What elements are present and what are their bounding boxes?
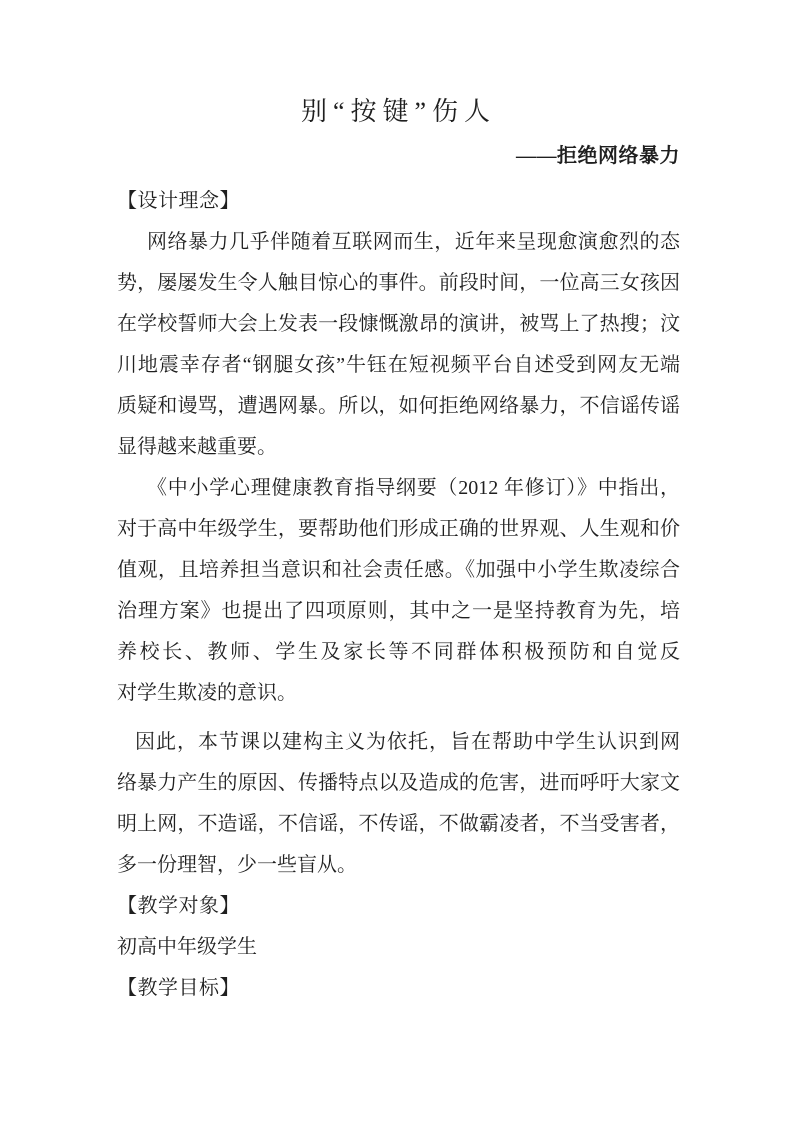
paragraph-line: 因此，本节课以建构主义为依托，旨在帮助中学生认识到网	[135, 731, 680, 753]
paragraph-line: 川地震幸存者“钢腿女孩”牛钰在短视频平台自述受到网友无端	[117, 354, 680, 376]
paragraph-line: 网络暴力几乎伴随着互联网而生，近年来呈现愈演愈烈的态	[147, 231, 680, 253]
paragraph-line: 养校长、教师、学生及家长等不同群体积极预防和自觉反	[117, 641, 680, 663]
paragraph-line: 多一份理智，少一些盲从。	[117, 854, 357, 876]
paragraph-1	[117, 222, 680, 468]
paragraph-line: 质疑和谩骂，遭遇网暴。所以，如何拒绝网络暴力，不信谣传谣	[117, 395, 680, 417]
paragraph-line: 显得越来越重要。	[117, 436, 277, 458]
section-heading-teaching-goals: 【教学目标】	[117, 977, 240, 999]
section-heading-design-concept: 【设计理念】	[117, 190, 240, 212]
paragraph-line: 明上网，不造谣，不信谣，不传谣，不做霸凌者，不当受害者，	[117, 813, 680, 835]
paragraph-line: 《中小学心理健康教育指导纲要（2012 年修订）》中指出，	[147, 477, 680, 499]
paragraph-2	[117, 468, 680, 714]
paragraph-line: 势，屡屡发生令人触目惊心的事件。前段时间，一位高三女孩因	[117, 272, 680, 294]
teaching-audience-text: 初高中年级学生	[117, 936, 257, 958]
paragraph-3	[117, 722, 680, 886]
paragraph-line: 对于高中年级学生，要帮助他们形成正确的世界观、人生观和价	[117, 518, 680, 540]
document-title: 别“按键”伤人	[300, 97, 497, 126]
section-heading-teaching-audience: 【教学对象】	[117, 895, 240, 917]
paragraph-line: 值观，且培养担当意识和社会责任感。《加强中小学生欺凌综合	[117, 559, 680, 581]
paragraph-line: 络暴力产生的原因、传播特点以及造成的危害，进而呼吁大家文	[117, 772, 680, 794]
paragraph-line: 对学生欺凌的意识。	[117, 682, 297, 704]
paragraph-line: 在学校誓师大会上发表一段慷慨激昂的演讲，被骂上了热搜；汶	[117, 313, 680, 335]
document-subtitle: ——拒绝网络暴力	[516, 145, 680, 167]
paragraph-line: 治理方案》也提出了四项原则，其中之一是坚持教育为先，培	[117, 600, 680, 622]
document-body	[117, 181, 680, 1009]
